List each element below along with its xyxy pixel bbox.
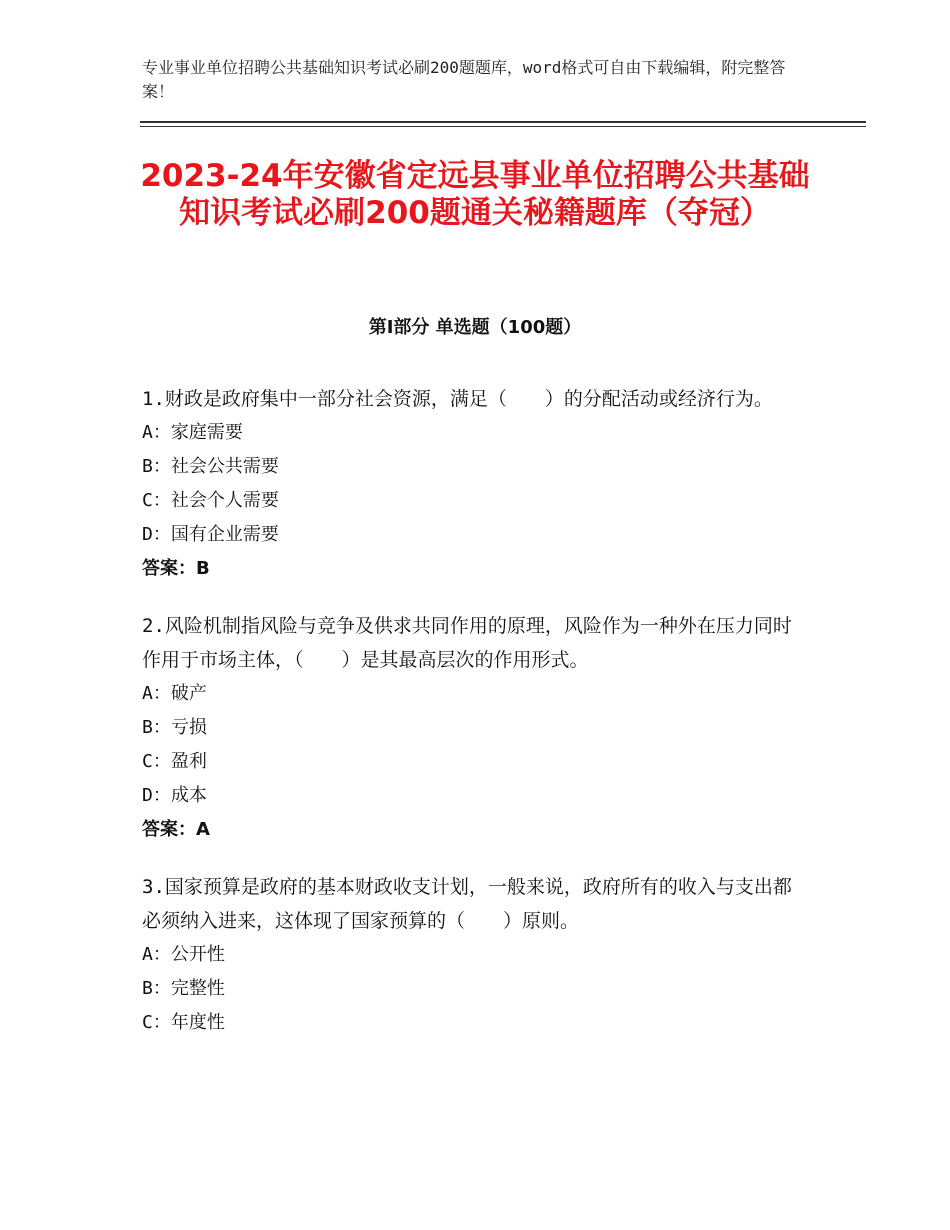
option-c: C：年度性 [142, 1012, 225, 1033]
option-c: C：社会个人需要 [142, 490, 279, 511]
answer-label: 答案：B [142, 558, 210, 579]
header-divider-thick [140, 121, 866, 123]
question-1 [142, 382, 802, 586]
option-d: D：成本 [142, 785, 207, 806]
question-stem: 1.财政是政府集中一部分社会资源，满足（ ）的分配活动或经济行为。 [142, 388, 773, 410]
option-b: B：完整性 [142, 978, 225, 999]
question-stem: 3.国家预算是政府的基本财政收支计划，一般来说，政府所有的收入与支出都必须纳入进来，这体现了国家预算的（ ）原则。 [142, 876, 792, 932]
section-title: 第Ⅰ部分 单选题（100题） [368, 317, 582, 338]
question-list [142, 382, 802, 1063]
document-title: 2023-24年安徽省定远县事业单位招聘公共基础知识考试必刷200题通关秘籍题库（夺冠） [140, 158, 810, 231]
option-d: D：国有企业需要 [142, 524, 279, 545]
question-stem: 2.风险机制指风险与竞争及供求共同作用的原理，风险作为一种外在压力同时作用于市场主体，（ ）是其最高层次的作用形式。 [142, 615, 792, 671]
question-2 [142, 609, 802, 847]
question-3 [142, 870, 802, 1040]
option-b: B：亏损 [142, 717, 207, 738]
answer-label: 答案：A [142, 819, 210, 840]
header-note: 专业事业单位招聘公共基础知识考试必刷200题题库，word格式可自由下载编辑，附完整答案！ [142, 58, 786, 101]
option-a: A：家庭需要 [142, 422, 243, 443]
option-a: A：公开性 [142, 944, 225, 965]
option-c: C：盈利 [142, 751, 207, 772]
header-divider-thin [140, 126, 866, 127]
option-b: B：社会公共需要 [142, 456, 279, 477]
option-a: A：破产 [142, 683, 207, 704]
